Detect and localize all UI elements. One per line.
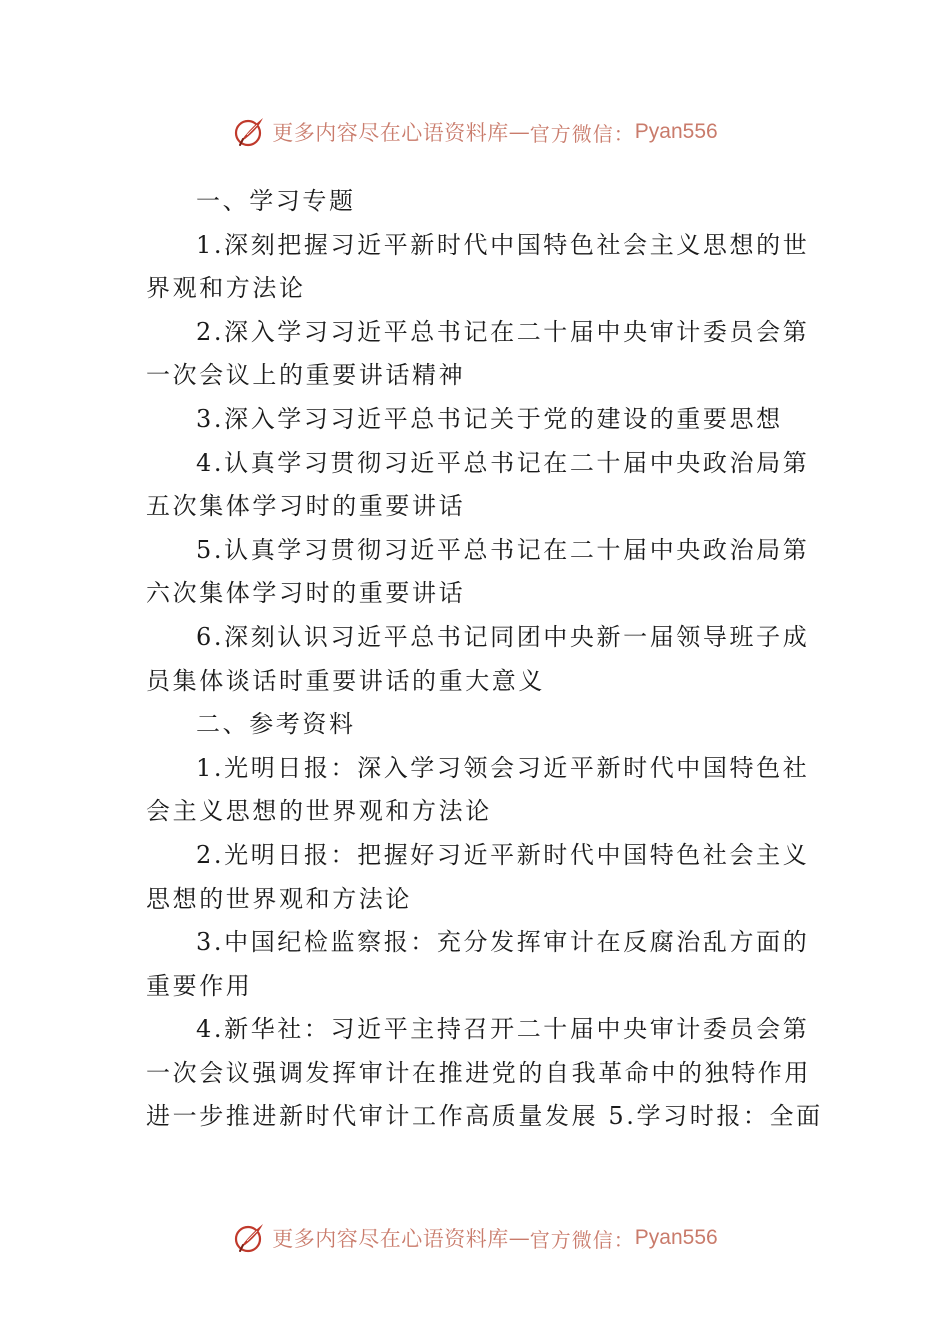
- footer-slogan: 更多内容尽在心语资料库: [272, 1227, 509, 1251]
- text-line: 一次会议强调发挥审计在推进党的自我革命中的独特作用: [146, 1058, 811, 1087]
- text-line: 2.深入学习习近平总书记在二十届中央审计委员会第: [196, 317, 810, 346]
- text-line: 员集体谈话时重要讲话的重大意义: [146, 666, 545, 695]
- text-line: 进一步推进新时代审计工作高质量发展 5.学习时报：全面: [146, 1102, 823, 1131]
- header-banner: [0, 110, 950, 154]
- text-line: 会主义思想的世界观和方法论: [146, 797, 492, 826]
- text-line: 界观和方法论: [146, 274, 306, 303]
- text-line: 二、参考资料: [196, 710, 356, 739]
- text-line: 思想的世界观和方法论: [146, 884, 412, 913]
- footer-banner: [0, 1216, 950, 1260]
- header-dash: —: [508, 120, 530, 144]
- text-line: 3.深入学习习近平总书记关于党的建设的重要思想: [196, 404, 783, 433]
- header-slogan: 更多内容尽在心语资料库: [272, 121, 509, 145]
- footer-dash: —: [508, 1226, 530, 1250]
- text-line: 一、学习专题: [196, 187, 356, 215]
- text-line: 6.深刻认识习近平总书记同团中央新一届领导班子成: [196, 622, 810, 651]
- quill-pen-logo-icon: [232, 1220, 268, 1256]
- text-line: 3.中国纪检监察报：充分发挥审计在反腐治乱方面的: [196, 928, 810, 957]
- footer-wechat-label: 官方微信：: [529, 1227, 635, 1252]
- text-line: 4.新华社：习近平主持召开二十届中央审计委员会第: [196, 1015, 810, 1044]
- footer-wechat-id: Pyan556: [634, 1226, 718, 1249]
- quill-pen-logo-icon: [232, 114, 268, 150]
- text-line: 一次会议上的重要讲话精神: [146, 361, 466, 390]
- text-line: 5.认真学习贯彻习近平总书记在二十届中央政治局第: [196, 535, 810, 564]
- text-line: 1.深刻把握习近平新时代中国特色社会主义思想的世: [196, 230, 810, 259]
- text-line: 六次集体学习时的重要讲话: [146, 579, 466, 608]
- text-line: 1.光明日报：深入学习领会习近平新时代中国特色社: [196, 753, 810, 782]
- header-wechat-label: 官方微信：: [529, 121, 635, 146]
- text-line: 2.光明日报：把握好习近平新时代中国特色社会主义: [196, 840, 810, 869]
- text-line: 重要作用: [146, 971, 253, 1000]
- header-wechat-id: Pyan556: [634, 120, 718, 143]
- text-line: 五次集体学习时的重要讲话: [146, 492, 466, 521]
- text-line: 4.认真学习贯彻习近平总书记在二十届中央政治局第: [196, 448, 810, 477]
- document-body: [146, 180, 823, 1139]
